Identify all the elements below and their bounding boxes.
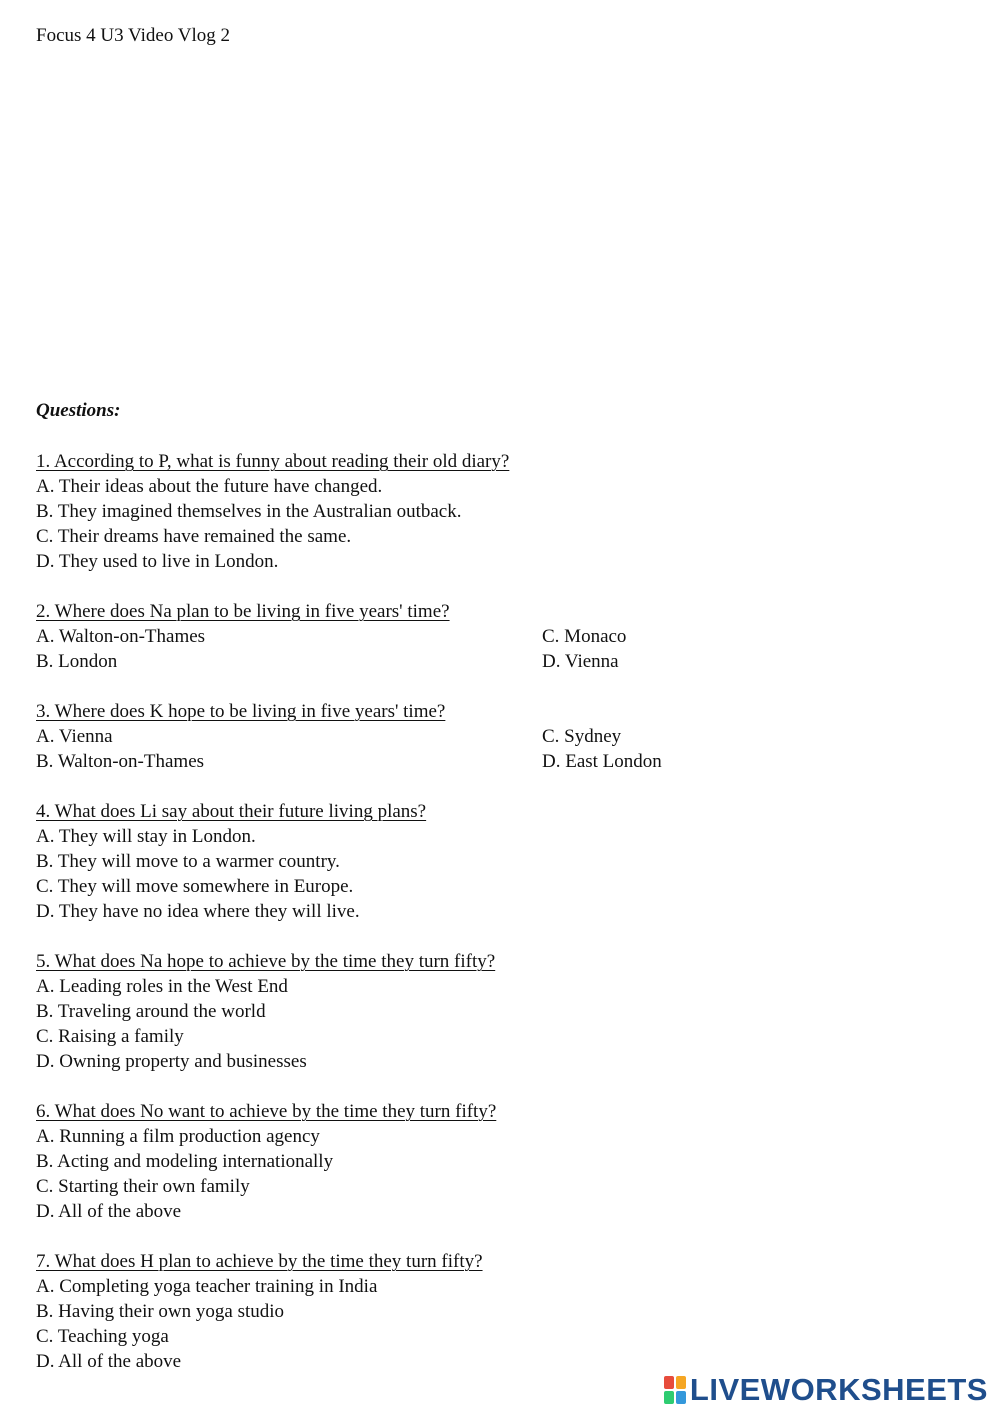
logo-block-l: [664, 1376, 674, 1389]
answer-option: B. Acting and modeling internationally: [36, 1151, 334, 1172]
answer-option: C. Their dreams have remained the same.: [36, 526, 352, 547]
answer-option: B. They will move to a warmer country.: [36, 851, 340, 872]
answer-option: A. Completing yoga teacher training in India: [36, 1276, 378, 1297]
question-text: 1. According to P, what is funny about reading their old diary?: [36, 451, 510, 472]
answer-option: A. Walton-on-Thames: [36, 626, 206, 647]
answer-option: D. All of the above: [36, 1201, 182, 1222]
page-title: Focus 4 U3 Video Vlog 2: [36, 25, 230, 46]
liveworksheets-logo: [664, 1374, 988, 1406]
answer-option: A. Their ideas about the future have changed.: [36, 476, 383, 497]
questions-heading: Questions:: [36, 400, 121, 421]
answer-option: C. They will move somewhere in Europe.: [36, 876, 354, 897]
logo-block-v: [664, 1391, 674, 1404]
question-text: 4. What does Li say about their future living plans?: [36, 801, 427, 822]
answer-option: A. They will stay in London.: [36, 826, 256, 847]
logo-block-e: [676, 1391, 686, 1404]
answer-option: B. Traveling around the world: [36, 1001, 266, 1022]
answer-option: A. Running a film production agency: [36, 1126, 320, 1147]
answer-options-grid: [36, 624, 936, 674]
answer-option: D. Owning property and businesses: [36, 1051, 307, 1072]
question-2: [36, 599, 936, 674]
questions-list: [36, 449, 936, 1399]
answer-option: D. Vienna: [542, 651, 619, 672]
question-text: 7. What does H plan to achieve by the time they turn fifty?: [36, 1251, 483, 1272]
answer-option: B. London: [36, 651, 118, 672]
answer-option: D. East London: [542, 751, 662, 772]
question-7: [36, 1249, 936, 1374]
question-text: 6. What does No want to achieve by the time they turn fifty?: [36, 1101, 497, 1122]
question-text: 3. Where does K hope to be living in five years' time?: [36, 701, 446, 722]
logo-text: LIVEWORKSHEETS: [689, 1372, 988, 1407]
question-3: [36, 699, 936, 774]
answer-option: C. Sydney: [542, 726, 622, 747]
liveworksheets-logo-icon: [664, 1376, 686, 1404]
answer-option: C. Monaco: [542, 626, 627, 647]
answer-option: C. Starting their own family: [36, 1176, 250, 1197]
answer-option: C. Raising a family: [36, 1026, 184, 1047]
answer-option: D. They used to live in London.: [36, 551, 279, 572]
logo-block-i: [676, 1376, 686, 1389]
answer-option: B. Having their own yoga studio: [36, 1301, 285, 1322]
answer-option: B. They imagined themselves in the Australian outback.: [36, 501, 462, 522]
answer-option: D. All of the above: [36, 1351, 182, 1372]
question-4: [36, 799, 936, 924]
question-6: [36, 1099, 936, 1224]
answer-option: A. Vienna: [36, 726, 113, 747]
answer-option: C. Teaching yoga: [36, 1326, 169, 1347]
question-text: 5. What does Na hope to achieve by the time they turn fifty?: [36, 951, 496, 972]
question-1: [36, 449, 936, 574]
answer-option: A. Leading roles in the West End: [36, 976, 288, 997]
question-5: [36, 949, 936, 1074]
answer-option: D. They have no idea where they will live.: [36, 901, 360, 922]
question-text: 2. Where does Na plan to be living in five years' time?: [36, 601, 450, 622]
answer-option: B. Walton-on-Thames: [36, 751, 205, 772]
answer-options-grid: [36, 724, 936, 774]
